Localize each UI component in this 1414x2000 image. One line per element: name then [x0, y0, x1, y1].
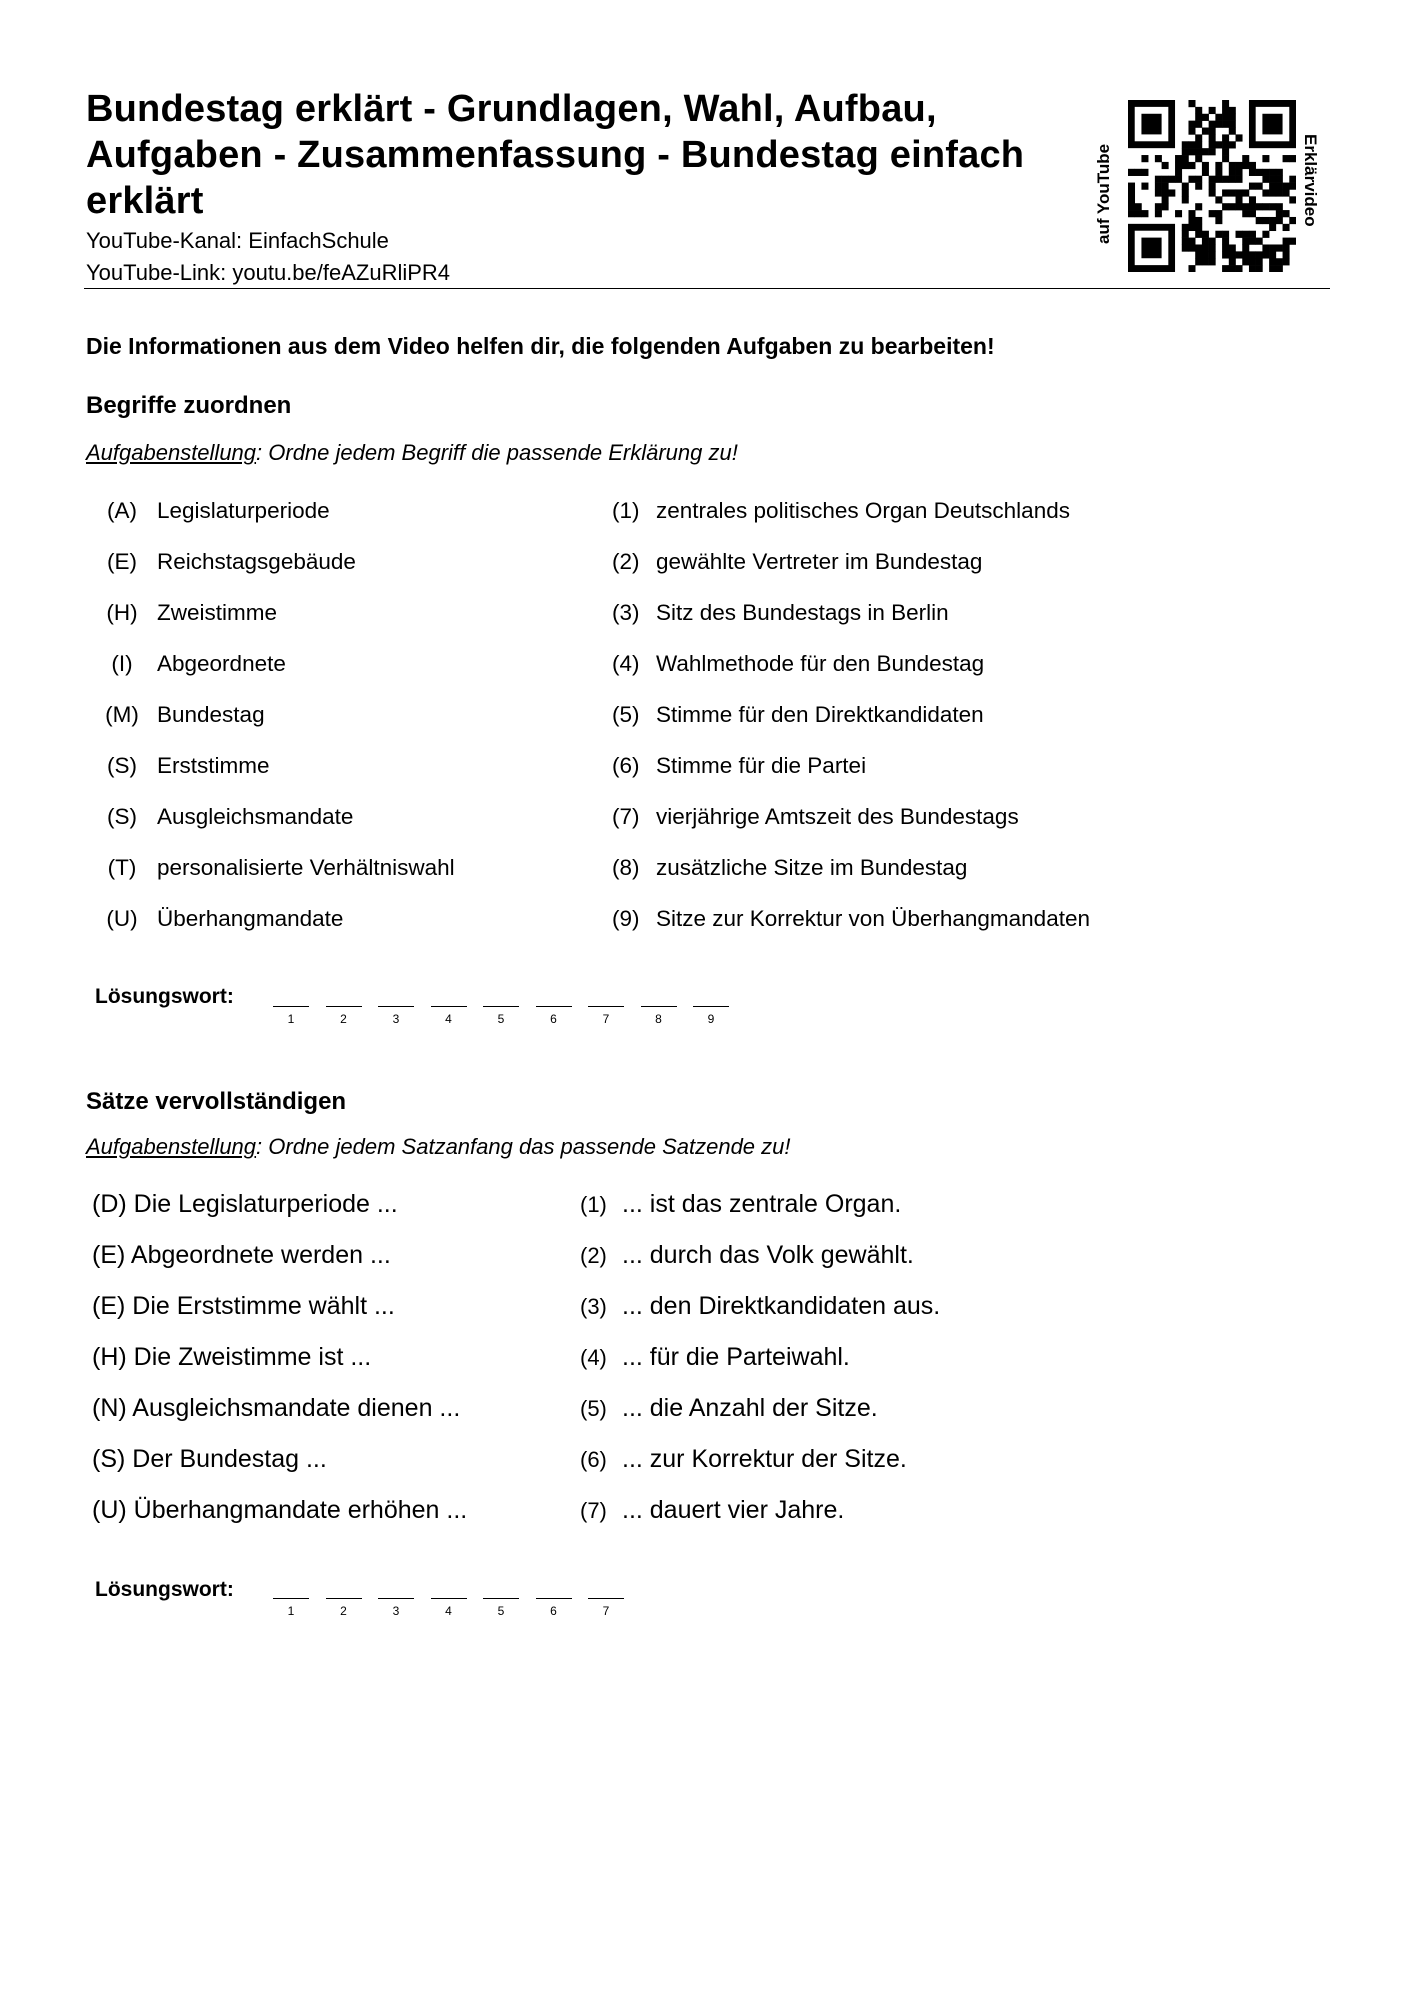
explanation-number: (8) [612, 855, 640, 880]
explanation-row [612, 753, 866, 779]
solution-blank[interactable] [536, 1006, 572, 1007]
youtube-channel: YouTube-Kanal: EinfachSchule [86, 228, 389, 253]
term-row [98, 906, 343, 932]
explanation-row [612, 702, 984, 728]
solution-blank[interactable] [378, 1598, 414, 1599]
section1-heading: Begriffe zuordnen [86, 392, 292, 419]
sentence-end-number: (3) [580, 1294, 607, 1319]
term-row [98, 855, 455, 881]
term-row [98, 651, 286, 677]
solution-blank[interactable] [378, 1006, 414, 1007]
explanation-text: vierjährige Amtszeit des Bundestags [656, 804, 1019, 829]
sentence-start: (D) Die Legislaturperiode ... [92, 1190, 398, 1218]
explanation-text: Stimme für die Partei [656, 753, 867, 778]
term-letter: (H) [106, 600, 138, 625]
term-text: Ausgleichsmandate [157, 804, 354, 829]
term-text: Legislaturperiode [157, 498, 330, 523]
blank-number: 2 [340, 1604, 347, 1618]
term-letter: (M) [105, 702, 139, 727]
sentence-end-row [580, 1496, 844, 1525]
blank-number: 2 [340, 1012, 347, 1026]
blank-number: 8 [655, 1012, 662, 1026]
qr-label-left: auf YouTube [1094, 143, 1113, 244]
sentence-end-number: (2) [580, 1243, 607, 1268]
sentence-end-text: ... durch das Volk gewählt. [622, 1241, 914, 1269]
solution-blank[interactable] [588, 1598, 624, 1599]
blank-number: 9 [707, 1012, 715, 1026]
term-letter: (I) [111, 651, 133, 676]
explanation-number: (6) [612, 753, 640, 778]
explanation-number: (1) [612, 498, 640, 523]
solution-blank[interactable] [693, 1006, 729, 1007]
solution-blank[interactable] [641, 1006, 677, 1007]
intro-instruction: Die Informationen aus dem Video helfen dir, die folgenden Aufgaben zu bearbeiten! [86, 333, 995, 359]
solution-blank[interactable] [483, 1006, 519, 1007]
section2-heading: Sätze vervollständigen [86, 1088, 347, 1115]
solution-blank[interactable] [536, 1598, 572, 1599]
blank-number: 3 [392, 1604, 400, 1618]
term-letter: (T) [107, 855, 137, 880]
blank-number: 4 [445, 1604, 452, 1618]
term-row [98, 753, 270, 779]
sentence-end-number: (4) [580, 1345, 607, 1370]
explanation-number: (7) [612, 804, 640, 829]
explanation-text: zentrales politisches Organ Deutschlands [656, 498, 1070, 523]
term-letter: (E) [107, 549, 137, 574]
sentence-end-text: ... zur Korrektur der Sitze. [622, 1445, 907, 1473]
section2-task-text: : Ordne jedem Satzanfang das passende Satzende zu! [256, 1134, 791, 1159]
section2-task [86, 1134, 791, 1160]
blank-number: 5 [497, 1012, 505, 1026]
sentence-end-number: (7) [580, 1498, 607, 1523]
term-text: Zweistimme [157, 600, 278, 625]
explanation-text: Wahlmethode für den Bundestag [656, 651, 985, 676]
explanation-row [612, 855, 967, 881]
solution-blank[interactable] [326, 1006, 362, 1007]
sentence-end-row [580, 1241, 914, 1270]
explanation-number: (2) [612, 549, 640, 574]
youtube-link[interactable]: YouTube-Link: youtu.be/feAZuRliPR4 [86, 260, 451, 285]
blank-number: 6 [550, 1604, 557, 1618]
term-text: Abgeordnete [157, 651, 286, 676]
section1-task [86, 440, 738, 466]
qr-code-icon [1128, 100, 1296, 272]
blank-number: 1 [287, 1012, 295, 1026]
blank-number: 7 [602, 1604, 610, 1618]
term-text: Erststimme [157, 753, 270, 778]
sentence-end-text: ... für die Parteiwahl. [622, 1343, 850, 1371]
term-letter: (S) [107, 753, 137, 778]
explanation-number: (3) [612, 600, 640, 625]
sentence-end-row [580, 1394, 878, 1423]
explanation-text: Sitze zur Korrektur von Überhangmandaten [656, 906, 1090, 931]
blank-number: 4 [445, 1012, 452, 1026]
blank-number: 5 [497, 1604, 505, 1618]
term-text: Überhangmandate [157, 906, 344, 931]
term-letter: (A) [107, 498, 137, 523]
term-text: Bundestag [157, 702, 265, 727]
sentence-end-row [580, 1190, 901, 1219]
explanation-number: (4) [612, 651, 640, 676]
sentence-end-number: (1) [580, 1192, 607, 1217]
solution-blank[interactable] [273, 1598, 309, 1599]
term-text: personalisierte Verhältniswahl [157, 855, 455, 880]
explanation-row [612, 804, 1019, 830]
sentence-end-row [580, 1445, 907, 1474]
explanation-text: gewählte Vertreter im Bundestag [656, 549, 983, 574]
blank-number: 7 [602, 1012, 610, 1026]
sentence-end-number: (6) [580, 1447, 607, 1472]
solution-blank[interactable] [431, 1598, 467, 1599]
section1-task-label: Aufgabenstellung [86, 440, 257, 465]
solution-blank[interactable] [588, 1006, 624, 1007]
sentence-start: (S) Der Bundestag ... [92, 1445, 327, 1473]
explanation-row [612, 549, 982, 575]
blank-number: 1 [287, 1604, 295, 1618]
solution-blank[interactable] [431, 1006, 467, 1007]
term-row [98, 498, 330, 524]
sentence-start: (U) Überhangmandate erhöhen ... [92, 1496, 468, 1524]
sentence-end-row [580, 1343, 850, 1372]
explanation-row [612, 906, 1090, 932]
sentence-end-text: ... dauert vier Jahre. [622, 1496, 845, 1524]
explanation-row [612, 600, 949, 626]
solution-blank[interactable] [326, 1598, 362, 1599]
section1-task-text: : Ordne jedem Begriff die passende Erklärung zu! [256, 440, 738, 465]
sentence-end-text: ... die Anzahl der Sitze. [622, 1394, 878, 1422]
term-text: Reichstagsgebäude [157, 549, 356, 574]
section2-solution-label: Lösungswort: [95, 1578, 234, 1601]
sentence-end-text: ... ist das zentrale Organ. [622, 1190, 902, 1218]
term-letter: (U) [106, 906, 138, 931]
term-row [98, 702, 265, 728]
term-letter: (S) [107, 804, 137, 829]
sentence-end-number: (5) [580, 1396, 607, 1421]
blank-number: 3 [392, 1012, 400, 1026]
explanation-text: zusätzliche Sitze im Bundestag [656, 855, 968, 880]
sentence-start: (E) Die Erststimme wählt ... [92, 1292, 395, 1320]
term-row [98, 549, 356, 575]
sentence-end-text: ... den Direktkandidaten aus. [622, 1292, 941, 1320]
header-divider [84, 288, 1330, 289]
term-row [98, 600, 277, 626]
page-title: Bundestag erklärt - Grundlagen, Wahl, Aufbau, Aufgaben - Zusammenfassung - Bundestag einfach erklärt [86, 88, 1025, 222]
sentence-start: (H) Die Zweistimme ist ... [92, 1343, 372, 1371]
term-row [98, 804, 353, 830]
section1-solution-label: Lösungswort: [95, 985, 234, 1008]
solution-blank[interactable] [483, 1598, 519, 1599]
explanation-row [612, 651, 984, 677]
explanation-row [612, 498, 1070, 524]
explanation-number: (5) [612, 702, 640, 727]
qr-code-image [1128, 100, 1296, 272]
sentence-end-row [580, 1292, 940, 1321]
blank-number: 6 [550, 1012, 557, 1026]
sentence-start: (E) Abgeordnete werden ... [92, 1241, 391, 1269]
qr-label-right: Erklärvideo [1301, 134, 1320, 227]
sentence-start: (N) Ausgleichsmandate dienen ... [92, 1394, 461, 1422]
explanation-number: (9) [612, 906, 640, 931]
explanation-text: Stimme für den Direktkandidaten [656, 702, 984, 727]
solution-blank[interactable] [273, 1006, 309, 1007]
explanation-text: Sitz des Bundestags in Berlin [656, 600, 949, 625]
section2-task-label: Aufgabenstellung [86, 1134, 257, 1159]
